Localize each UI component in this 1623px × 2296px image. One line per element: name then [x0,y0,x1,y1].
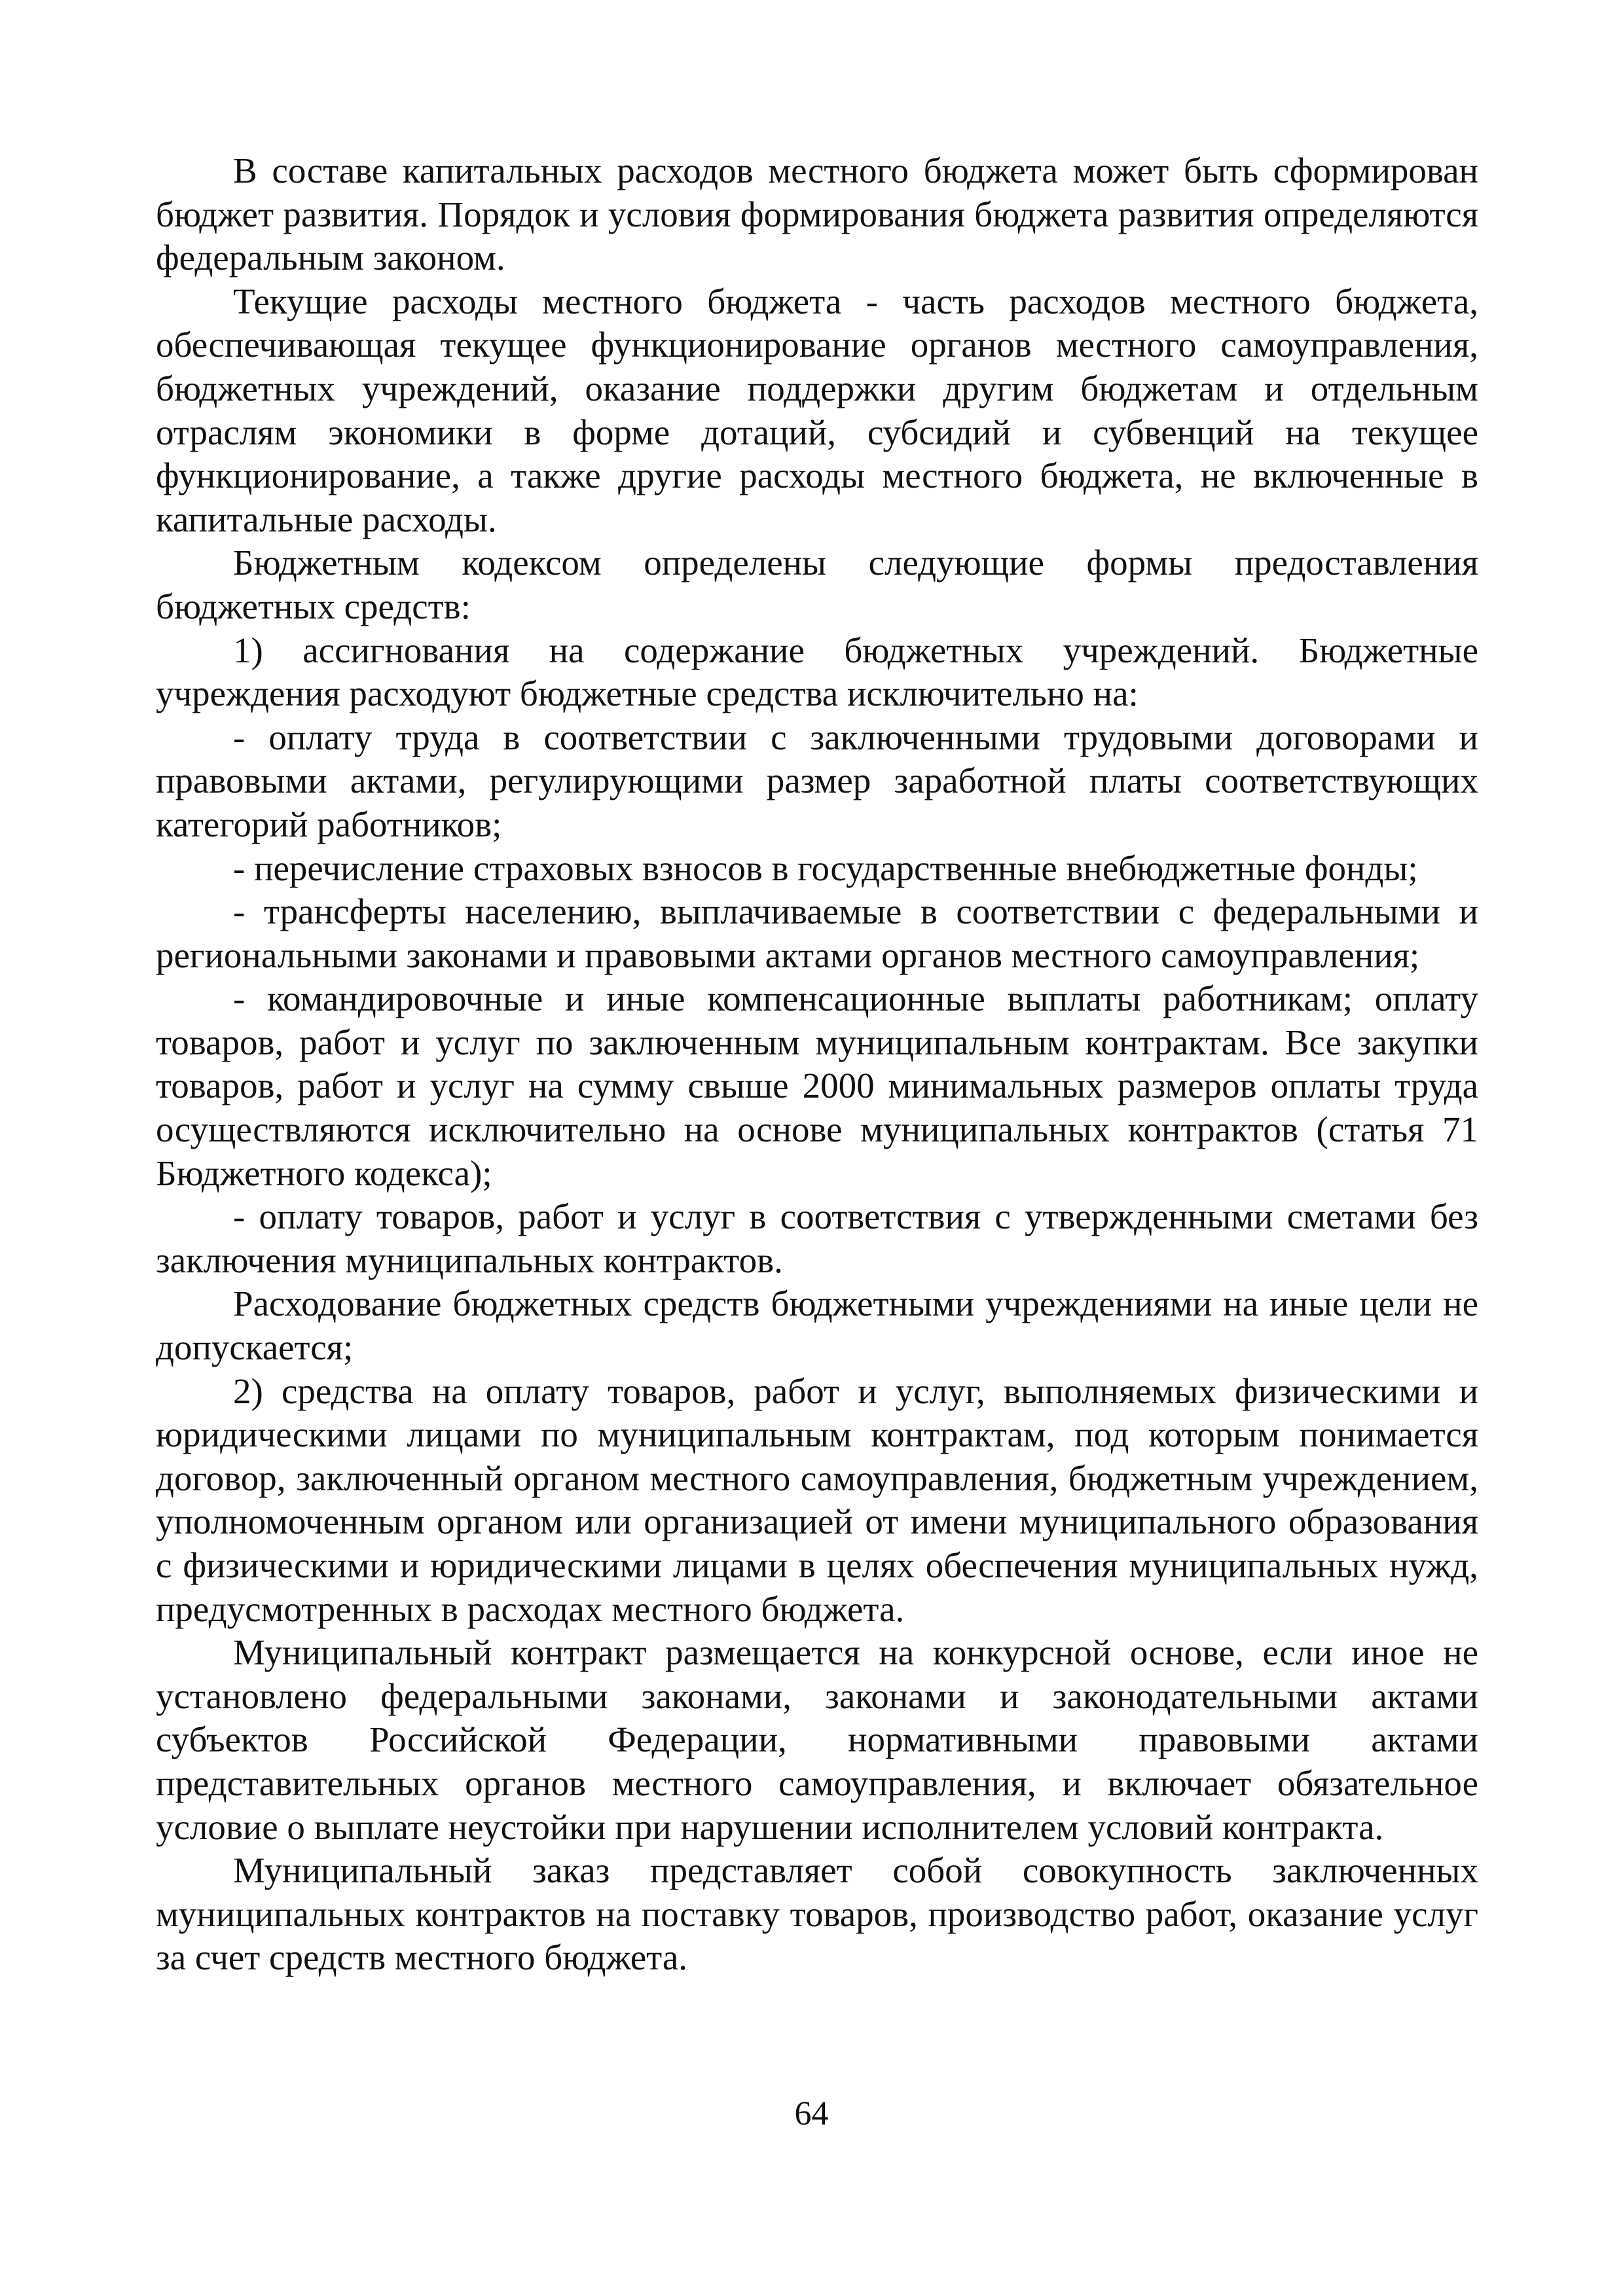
paragraph-bullet-transfers: - трансферты населению, выплачиваемые в соответствии с федеральными и региональными законами и правовыми актами органов местного самоуправления; [156,891,1478,975]
paragraph-bullet-travel: - командировочные и иные компенсационные выплаты работникам; оплату товаров, работ и услуг по заключенным муниципальным контрактам. Все закупки товаров, работ и услуг на сумму свыше 2000 минимальных размеров оплаты труда осуществляются исключительно на основе муниципальных контрактов (статья 71 Бюджетного кодекса); [156,978,1478,1193]
paragraph-municipal-order: Муниципальный заказ представляет собой совокупность заключенных муниципальных контрактов на поставку товаров, производство работ, оказание услуг за счет средств местного бюджета. [156,1850,1478,1978]
paragraph-municipal-contract: Муниципальный контракт размещается на конкурсной основе, если иное не установлено федеральными законами, законами и законодательными актами субъектов Российской Федерации, нормативными правовыми актами представительных органов местного самоуправления, и включает обязательное условие о выплате неустойки при нарушении исполнителем условий контракта. [156,1632,1478,1847]
paragraph-item-2: 2) средства на оплату товаров, работ и услуг, выполняемых физическими и юридическими лицами по муниципальным контрактам, под которым понимается договор, заключенный органом местного самоуправления, бюджетным учреждением, уполномоченным органом или организацией от имени муниципального образования с физическими и юридическими лицами в целях обеспечения муниципальных нужд, предусмотренных в расходах местного бюджета. [156,1371,1478,1629]
document-body [156,149,1478,1980]
paragraph-bullet-estimates: - оплату товаров, работ и услуг в соответствия с утвержденными сметами без заключения муниципальных контрактов. [156,1196,1478,1280]
paragraph-item-1: 1) ассигнования на содержание бюджетных учреждений. Бюджетные учреждения расходуют бюджетные средства исключительно на: [156,630,1478,714]
paragraph-bullet-salary: - оплату труда в соответствии с заключенными трудовыми договорами и правовыми актами, регулирующими размер заработной платы соответствующих категорий работников; [156,717,1478,844]
page-number: 64 [794,2095,829,2132]
paragraph-current-expenses: Текущие расходы местного бюджета - часть расходов местного бюджета, обеспечивающая текущее функционирование органов местного самоуправления, бюджетных учреждений, оказание поддержки другим бюджетам и отдельным отраслям экономики в форме дотаций, субсидий и субвенций на текущее функционирование, а также другие расходы местного бюджета, не включенные в капитальные расходы. [156,281,1478,539]
paragraph-capital-expenses: В составе капитальных расходов местного бюджета может быть сформирован бюджет развития. Порядок и условия формирования бюджета развития определяются федеральным законом. [156,151,1478,278]
paragraph-budget-code-forms: Бюджетным кодексом определены следующие формы предоставления бюджетных средств: [156,543,1478,626]
paragraph-other-purposes: Расходование бюджетных средств бюджетными учреждениями на иные цели не допускается; [156,1283,1478,1368]
paragraph-bullet-insurance: - перечисление страховых взносов в государственные внебюджетные фонды; [233,848,1418,888]
